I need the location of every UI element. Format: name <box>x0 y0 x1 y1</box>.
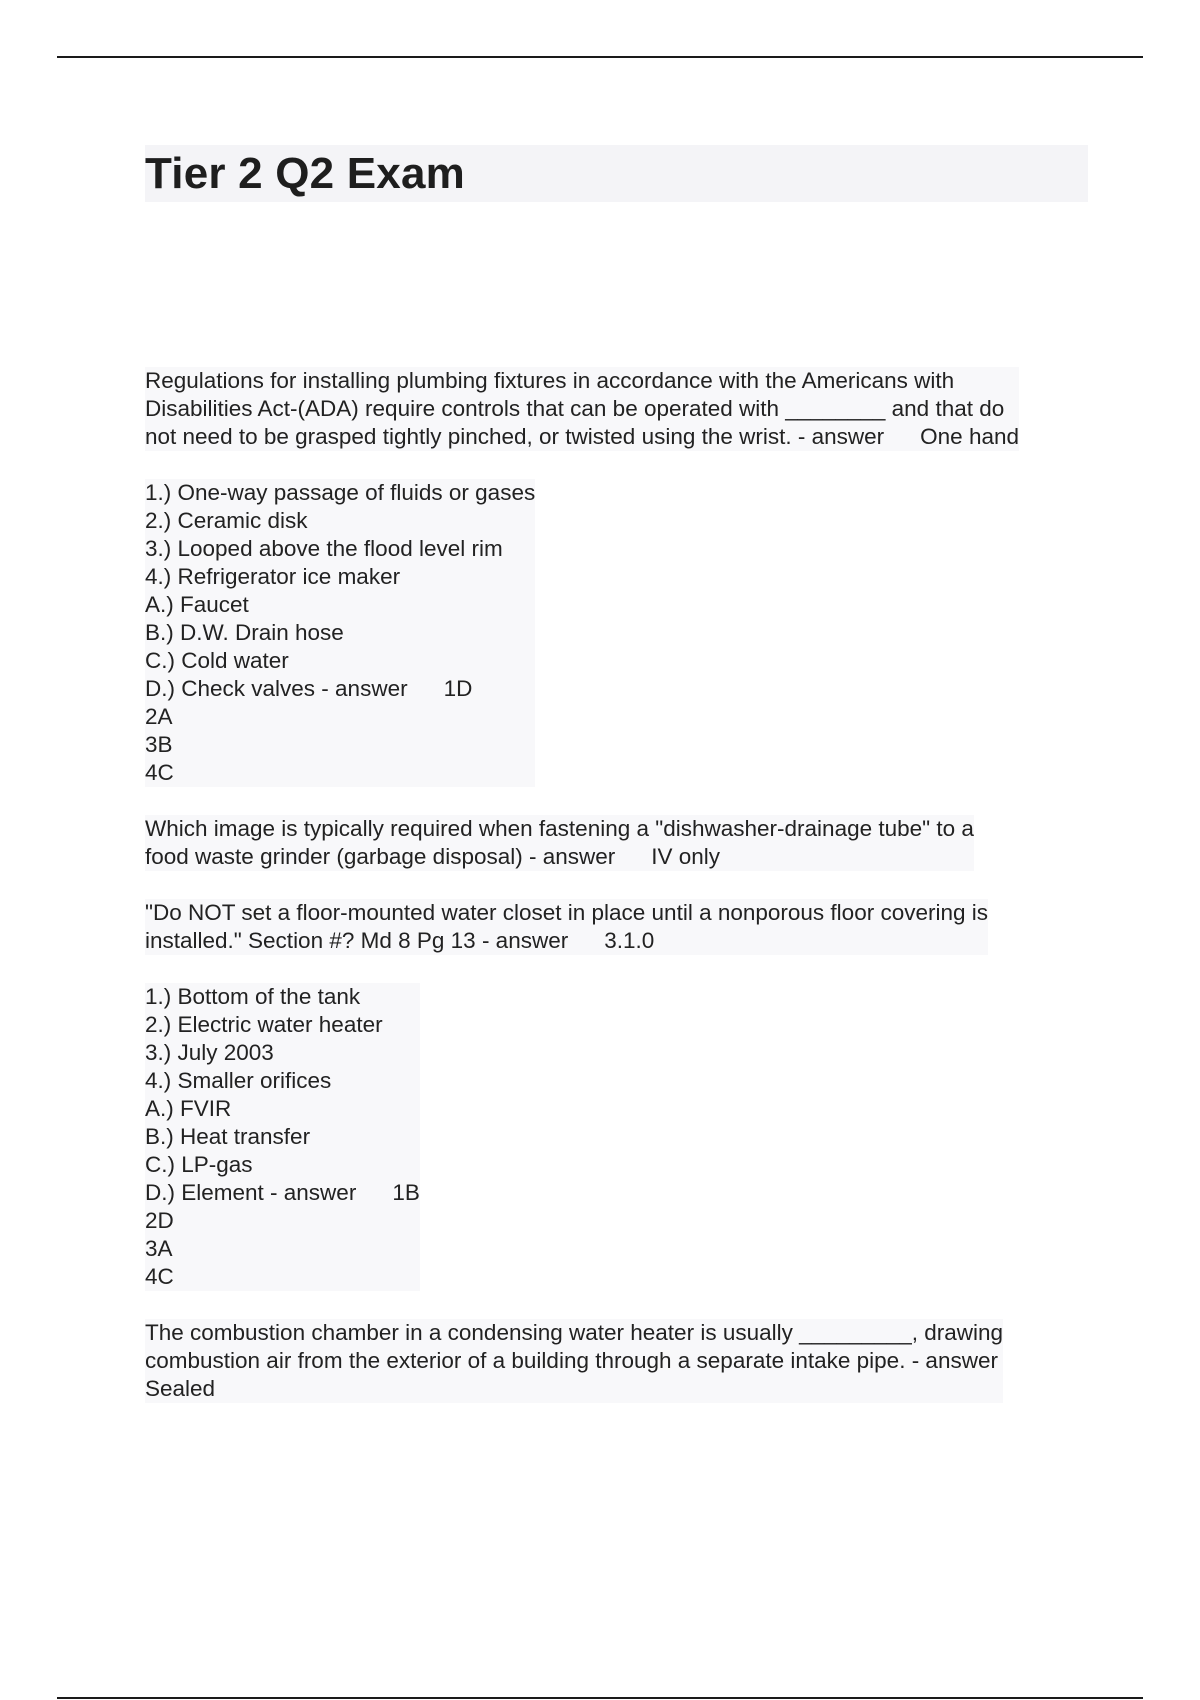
question-list <box>145 367 1090 1431</box>
question-line: A.) FVIR <box>145 1096 232 1121</box>
answer-line: Sealed <box>145 1376 216 1401</box>
answer-line: 3A <box>145 1236 173 1261</box>
answer-line: 2A <box>145 704 173 729</box>
question-card <box>145 367 1019 451</box>
question-line: 2.) Ceramic disk <box>145 508 308 533</box>
answer-text: 1B <box>392 1180 420 1205</box>
question-line: 4.) Smaller orifices <box>145 1068 332 1093</box>
question-line: D.) Check valves - answer 1D <box>145 676 473 701</box>
answer-line: 4C <box>145 1264 174 1289</box>
answer-text: IV only <box>651 844 721 869</box>
top-rule <box>57 56 1143 58</box>
question-line: not need to be grasped tightly pinched, or twisted using the wrist. - answer One hand <box>145 424 1020 449</box>
question-line: A.) Faucet <box>145 592 249 617</box>
answer-line: 4C <box>145 760 174 785</box>
answer-line: 2D <box>145 1208 174 1233</box>
title-block <box>145 145 1088 202</box>
question-line: Which image is typically required when fastening a "dishwasher-drainage tube" to a <box>145 816 974 841</box>
question-line: food waste grinder (garbage disposal) - answer IV only <box>145 844 721 869</box>
question-line: 1.) Bottom of the tank <box>145 984 361 1009</box>
answer-text: 1D <box>443 676 473 701</box>
question-line: 3.) Looped above the flood level rim <box>145 536 503 561</box>
question-card <box>145 899 988 955</box>
bottom-rule <box>57 1697 1143 1699</box>
document-body <box>145 145 1090 1431</box>
question-line: C.) LP-gas <box>145 1152 253 1177</box>
question-line: installed." Section #? Md 8 Pg 13 - answer 3.1.0 <box>145 928 655 953</box>
question-line: B.) D.W. Drain hose <box>145 620 344 645</box>
question-card <box>145 983 420 1291</box>
page-title: Tier 2 Q2 Exam <box>145 149 465 198</box>
question-line: B.) Heat transfer <box>145 1124 311 1149</box>
question-line: 2.) Electric water heater <box>145 1012 383 1037</box>
question-line: C.) Cold water <box>145 648 289 673</box>
question-card <box>145 1319 1003 1403</box>
question-line: combustion air from the exterior of a building through a separate intake pipe. - answer <box>145 1348 998 1373</box>
question-line: 4.) Refrigerator ice maker <box>145 564 401 589</box>
answer-line: 3B <box>145 732 173 757</box>
answer-text: One hand <box>920 424 1020 449</box>
question-line: Regulations for installing plumbing fixtures in accordance with the Americans with <box>145 368 955 393</box>
question-line: 1.) One-way passage of fluids or gases <box>145 480 536 505</box>
question-line: "Do NOT set a floor-mounted water closet in place until a nonporous floor covering is <box>145 900 988 925</box>
question-card <box>145 479 535 787</box>
question-line: The combustion chamber in a condensing water heater is usually _________, drawing <box>145 1320 1004 1345</box>
question-line: Disabilities Act-(ADA) require controls that can be operated with ________ and that do <box>145 396 1005 421</box>
question-line: D.) Element - answer 1B <box>145 1180 420 1205</box>
question-card <box>145 815 974 871</box>
answer-text: 3.1.0 <box>604 928 655 953</box>
question-line: 3.) July 2003 <box>145 1040 274 1065</box>
